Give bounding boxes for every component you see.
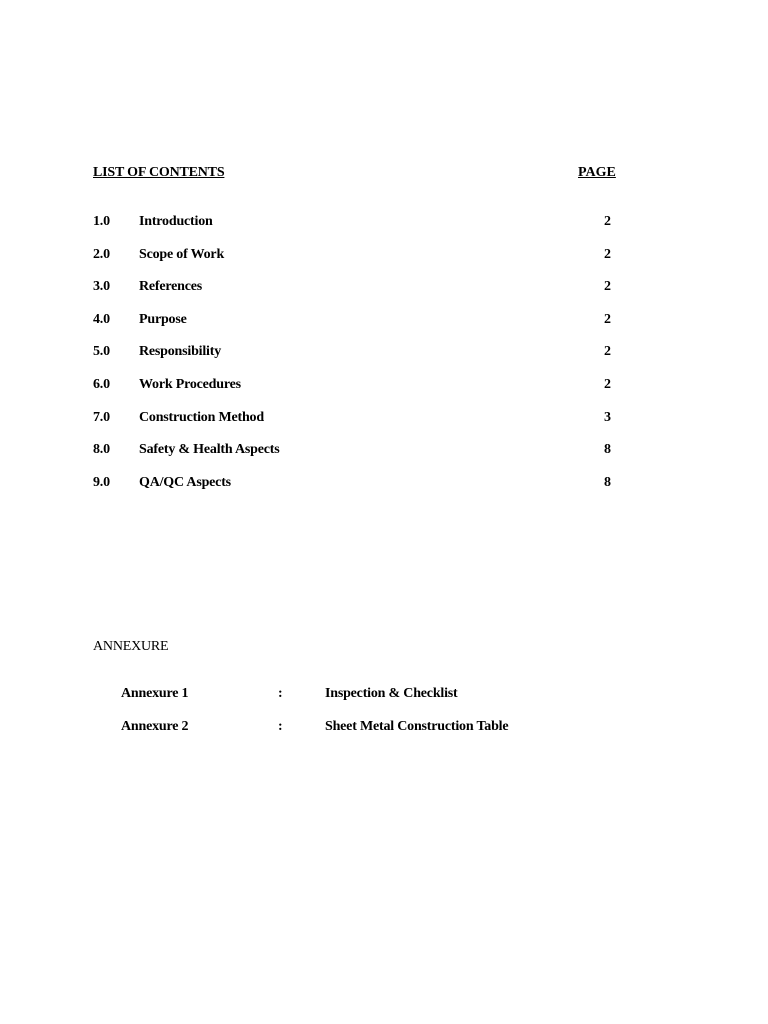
toc-number: 9.0 [93, 474, 110, 490]
toc-page-number: 8 [604, 474, 611, 490]
toc-title: References [139, 279, 203, 295]
toc-number: 6.0 [93, 376, 110, 392]
toc-page-number: 2 [604, 311, 611, 327]
annexure-row-2 [121, 719, 621, 752]
toc-row-qa-qc-aspects [93, 475, 613, 508]
toc-title: Introduction [139, 214, 213, 229]
annexure-list [121, 686, 621, 751]
toc-number: 2.0 [93, 246, 110, 262]
toc-title: Purpose [139, 311, 187, 327]
toc-number: 4.0 [93, 311, 110, 327]
toc-page-number: 2 [604, 344, 611, 360]
toc-title: Safety & Health Aspects [139, 442, 280, 458]
toc-title: Work Procedures [139, 376, 241, 392]
toc-page-number: 2 [604, 246, 611, 262]
toc-list [93, 214, 613, 507]
toc-number: 5.0 [93, 344, 110, 360]
annexure-label: Annexure 1 [121, 686, 189, 701]
toc-number: 3.0 [93, 279, 110, 295]
toc-row-construction-method [93, 410, 613, 443]
annexure-label: Annexure 2 [121, 718, 189, 734]
toc-row-safety-health-aspects [93, 442, 613, 475]
toc-number: 8.0 [93, 442, 110, 458]
toc-title: Scope of Work [139, 246, 225, 262]
toc-number: 7.0 [93, 409, 110, 425]
toc-title: Responsibility [139, 344, 221, 360]
toc-row-responsibility [93, 344, 613, 377]
annexure-row-1 [121, 686, 621, 719]
toc-row-introduction [93, 214, 613, 247]
toc-title: Construction Method [139, 409, 264, 425]
toc-number: 1.0 [93, 214, 110, 229]
toc-page-number: 2 [604, 279, 611, 295]
page-column-heading: PAGE [578, 165, 616, 180]
toc-page-number: 2 [604, 376, 611, 392]
annexure-heading: ANNEXURE [93, 639, 169, 654]
annexure-separator: : [278, 686, 283, 701]
toc-page-number: 3 [604, 409, 611, 425]
toc-row-references [93, 279, 613, 312]
annexure-separator: : [278, 718, 283, 734]
toc-row-scope-of-work [93, 247, 613, 280]
toc-title: QA/QC Aspects [139, 474, 231, 490]
toc-page-number: 2 [604, 214, 611, 229]
toc-page-number: 8 [604, 442, 611, 458]
annexure-description: Sheet Metal Construction Table [325, 718, 509, 734]
toc-row-purpose [93, 312, 613, 345]
toc-row-work-procedures [93, 377, 613, 410]
toc-heading: LIST OF CONTENTS [93, 165, 225, 180]
annexure-description: Inspection & Checklist [325, 686, 458, 701]
